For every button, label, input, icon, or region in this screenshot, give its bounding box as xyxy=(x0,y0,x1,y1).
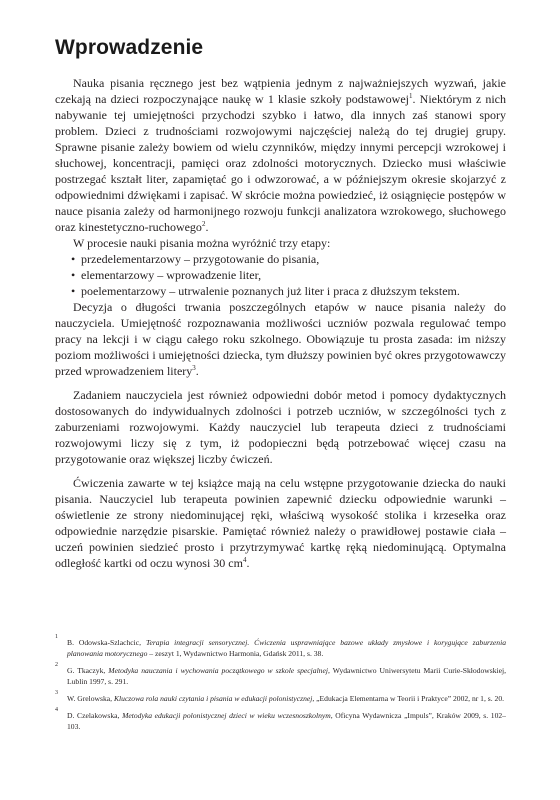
footnote-title: Metodyka edukacji polonistycznej dzieci w wieku wczesnoszkolnym xyxy=(122,711,331,720)
main-text xyxy=(55,75,506,571)
footnotes xyxy=(55,634,506,738)
page-title: Wprowadzenie xyxy=(55,36,204,59)
footnote-title: Metodyka nauczania i wychowania początkowego w szkole specjalnej xyxy=(108,666,328,675)
bullet-icon: • xyxy=(71,268,76,282)
footnote: 2 G. Tkaczyk, Metodyka nauczania i wychowania początkowego w szkole specjalnej, Wydawnictwo Uniwersytetu Marii Curie-Skłodowskiej, Lublin 1997, s. 291. xyxy=(55,662,506,686)
paragraph-3: Decyzja o długości trwania poszczególnych etapów w nauce pisania należy do nauczyciela. Umiejętność rozpoznawania możliwości uczniów pozwala regulować tempo pracy na lekcji i w ciągu całego roku szkolnego. Obowiązuje tu prosta zasada: im niższy poziom możliwości i umiejętności dziecka, tym dłuższy powinien być okres przygotowawczy przed wprowadzeniem litery$^3$. xyxy=(55,300,506,378)
paragraph-2: W procesie nauki pisania można wyróżnić trzy etapy: xyxy=(73,236,331,250)
footnote-ref-2[interactable]: 2 xyxy=(201,220,206,228)
list-item: • poelementarzowy – utrwalenie poznanych już liter i praca z dłuższym tekstem. xyxy=(71,284,460,298)
footnote: 4 D. Czelakowska, Metodyka edukacji polonistycznej dzieci w wieku wczesnoszkolnym, Oficyna Wydawnicza „Impuls”, Kraków 2009, s. 102–103. xyxy=(55,707,506,731)
footnote-ref-4[interactable]: 4 xyxy=(242,556,247,564)
list-item: • elementarzowy – wprowadzenie liter, xyxy=(71,268,262,282)
footnote: 1 B. Odowska-Szlachcic, Terapia integracji sensorycznej. Ćwiczenia usprawniające bazowe układy zmysłowe i korygujące zaburzenia planowania motorycznego – zeszyt 1, Wydawnictwo Harmonia, Gdańsk 2011, s. 38. xyxy=(55,634,506,658)
paragraph-5: Ćwiczenia zawarte w tej książce mają na celu wstępne przygotowanie dziecka do nauki pisania. Nauczyciel lub terapeuta powinien zapewnić dziecku odpowiednie warunki – oświetlenie ze strony niedominującej ręki, właściwą wysokość stolika i krzesełka oraz odpowiednie narzędzie pisarskie. Pamiętać również należy o prawidłowej postawie ciała – uczeń powinien siedzieć prosto i przytrzymywać kartkę ręką niedominującą. Optymalna odległość kartki od oczu wynosi 30 $cm^4$. xyxy=(55,476,506,570)
footnote-title: Kluczowa rola nauki czytania i pisania w edukacji polonistycznej xyxy=(113,694,313,703)
footnote-ref-1[interactable]: 1 xyxy=(409,92,413,100)
paragraph-1: Nauka pisania ręcznego jest bez wątpienia jednym z najważniejszych wyzwań, jakie czekają na dzieci rozpoczynające naukę w 1 klasie szkoły podstawowej$^1$. Niektórym z nich nabywanie tej umiejętności przychodzi szybko i łatwo, dla innych zaś stanowi spory problem. Dzieci z trudnościami rozwojowymi najczęściej należą do tej drugiej grupy. Sprawne pisanie zależy bowiem od wielu czynników, między innymi percepcji wzrokowej i słuchowej, koncentracji, pamięci oraz zdolności motorycznych. Dziecko musi właściwie postrzegać kształt liter, zapamiętać go i odwzorować, a w późniejszym okresie skojarzyć z odpowiednimi dźwiękami i zapisać. W skrócie można powiedzieć, iż osiągnięcie postępów w nauce pisania zależy od harmonijnego rozwoju funkcji analizatora wzrokowego, słuchowego oraz kinestetyczno-ruchowego$^2$. xyxy=(55,76,506,234)
footnote-title: Terapia integracji sensorycznej. Ćwiczenia usprawniające bazowe układy zmysłowe i korygujące zaburzenia planowania motorycznego xyxy=(67,638,506,658)
footnote-ref-3[interactable]: 3 xyxy=(192,364,196,372)
stages-list xyxy=(55,251,506,299)
footnote: 3 W. Grelowska, Kluczowa rola nauki czytania i pisania w edukacji polonistycznej, „Edukacja Elementarna w Teorii i Praktyce” 2002, nr 1, s. 20. xyxy=(55,690,505,703)
list-item: • przedelementarzowy – przygotowanie do pisania, xyxy=(71,252,320,266)
paragraph-4: Zadaniem nauczyciela jest również odpowiedni dobór metod i pomocy dydaktycznych dostosowanych do indywidualnych zdolności i potrzeb uczniów, w szczególności tych z zaburzeniami rozwojowymi. Każdy nauczyciel lub terapeuta dzieci z trudnościami rozwojowymi liczy się z tym, iż podopieczni będą potrzebować więcej czasu na przygotowanie oraz większej liczby ćwiczeń. xyxy=(55,388,506,466)
bullet-icon: • xyxy=(71,284,76,298)
bullet-icon: • xyxy=(71,252,76,266)
